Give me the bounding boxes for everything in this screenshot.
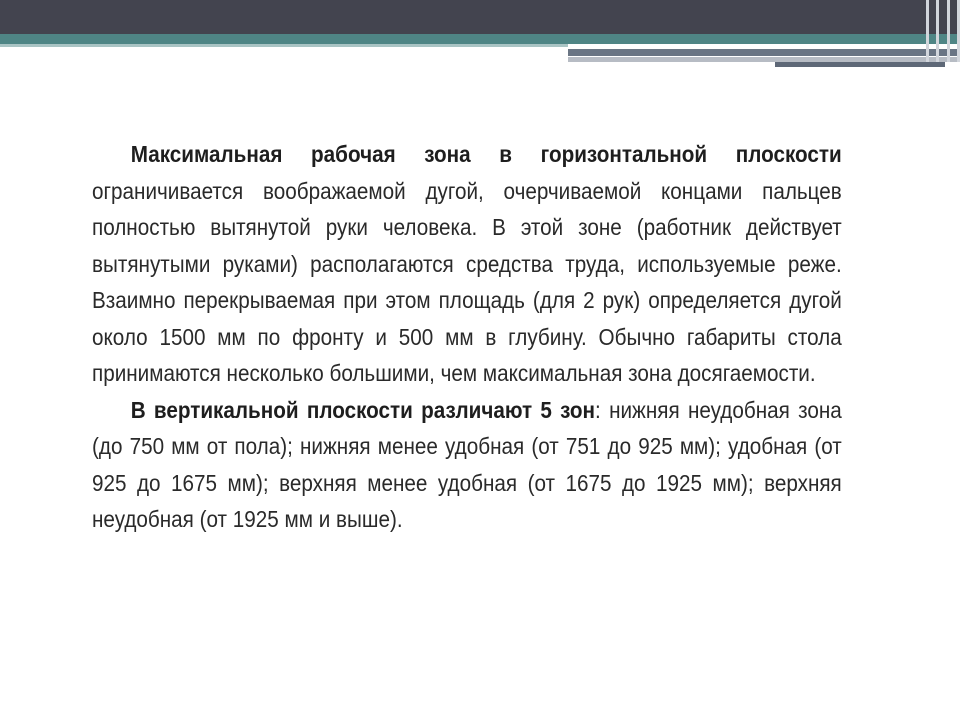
slide-teal-underline — [0, 44, 568, 47]
paragraph-lead-bold: Максимальная рабочая зона в горизонтальной плоскости — [130, 141, 842, 167]
slide-teal-band — [0, 34, 960, 44]
paragraph-body: ограничивается воображаемой дугой, очерчиваемой концами пальцев полностью вытянутой руки человека. В этой зоне (работник действует вытянутыми руками) располагаются средства труда, используемые реже. Взаимно перекрываемая при этом площадь (для 2 рук) определяется дугой около 1500 мм по фронту и 500 мм в глубину. Обычно габариты стола принимаются несколько большими, чем максимальная зона досягаемости. — [92, 177, 842, 386]
slide-body-text — [92, 136, 842, 538]
paragraph-horizontal-zone — [92, 136, 842, 392]
slide-accent-bar — [568, 49, 960, 56]
slide-accent-bar-short — [775, 62, 945, 67]
slide-top-bar — [0, 0, 960, 34]
paragraph-body: : нижняя неудобная зона (до 750 мм от пола); нижняя менее удобная (от 751 до 925 мм); удобная (от 925 до 1675 мм); верхняя менее удобная (от 1675 до 1925 мм); верхняя неудобная (от 1925 мм и выше). — [92, 396, 842, 532]
paragraph-lead-bold: В вертикальной плоскости различают 5 зон — [130, 396, 596, 423]
stripe — [926, 0, 929, 62]
stripe — [936, 0, 939, 62]
paragraph-vertical-zones — [92, 392, 842, 538]
slide-decorative-stripes — [926, 0, 960, 62]
stripe — [947, 0, 950, 62]
